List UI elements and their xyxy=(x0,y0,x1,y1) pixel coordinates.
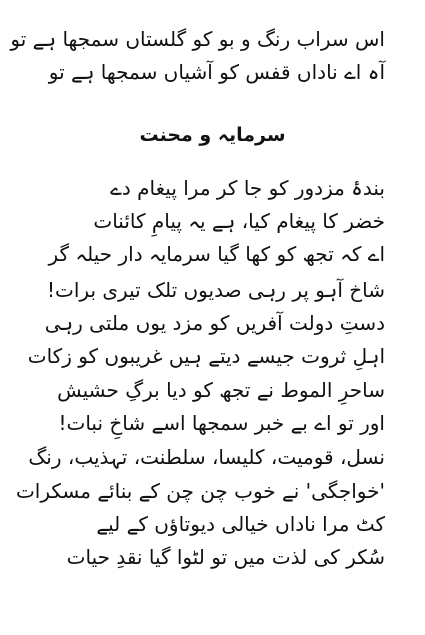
poem-line-8: اور تو اے بے خبر سمجھا اسے شاخِ نبات! xyxy=(58,411,385,435)
intro-line-1: اس سراب رنگ و بو کو گلستاں سمجھا ہے تو xyxy=(10,27,385,51)
poem-line-7: ساحرِ الموط نے تجھ کو دیا برگِ حشیش xyxy=(57,378,385,402)
poem-line-5: دستِ دولت آفریں کو مزد یوں ملتی رہی xyxy=(44,311,385,335)
poem-line-9: نسل، قومیت، کلیسا، سلطنت، تہذیب، رنگ xyxy=(28,445,385,469)
poem-line-12: سُکر کی لذت میں تو لٹوا گیا نقدِ حیات xyxy=(66,545,385,569)
poem-line-10: 'خواجگی' نے خوب چن چن کے بنائے مسکرات xyxy=(15,479,385,503)
poem-line-1: بندۂ مزدور کو جا کر مرا پیغام دے xyxy=(110,176,385,200)
poem-line-6: اہلِ ثروت جیسے دیتے ہیں غریبوں کو زکات xyxy=(27,344,385,368)
poem-line-4: شاخ آہو پر رہی صدیوں تلک تیری برات! xyxy=(47,278,385,302)
poem-line-3: اے کہ تجھ کو کھا گیا سرمایہ دار حیلہ گر xyxy=(48,242,385,266)
poem-line-2: خضر کا پیغام کیا، ہے یہ پیامِ کائنات xyxy=(93,209,385,233)
poem-line-11: کٹ مرا ناداں خیالی دیوتاؤں کے لیے xyxy=(96,512,385,536)
intro-line-2: آہ اے ناداں قفس کو آشیاں سمجھا ہے تو xyxy=(48,60,385,84)
poem-title: سرمایہ و محنت xyxy=(139,124,286,146)
